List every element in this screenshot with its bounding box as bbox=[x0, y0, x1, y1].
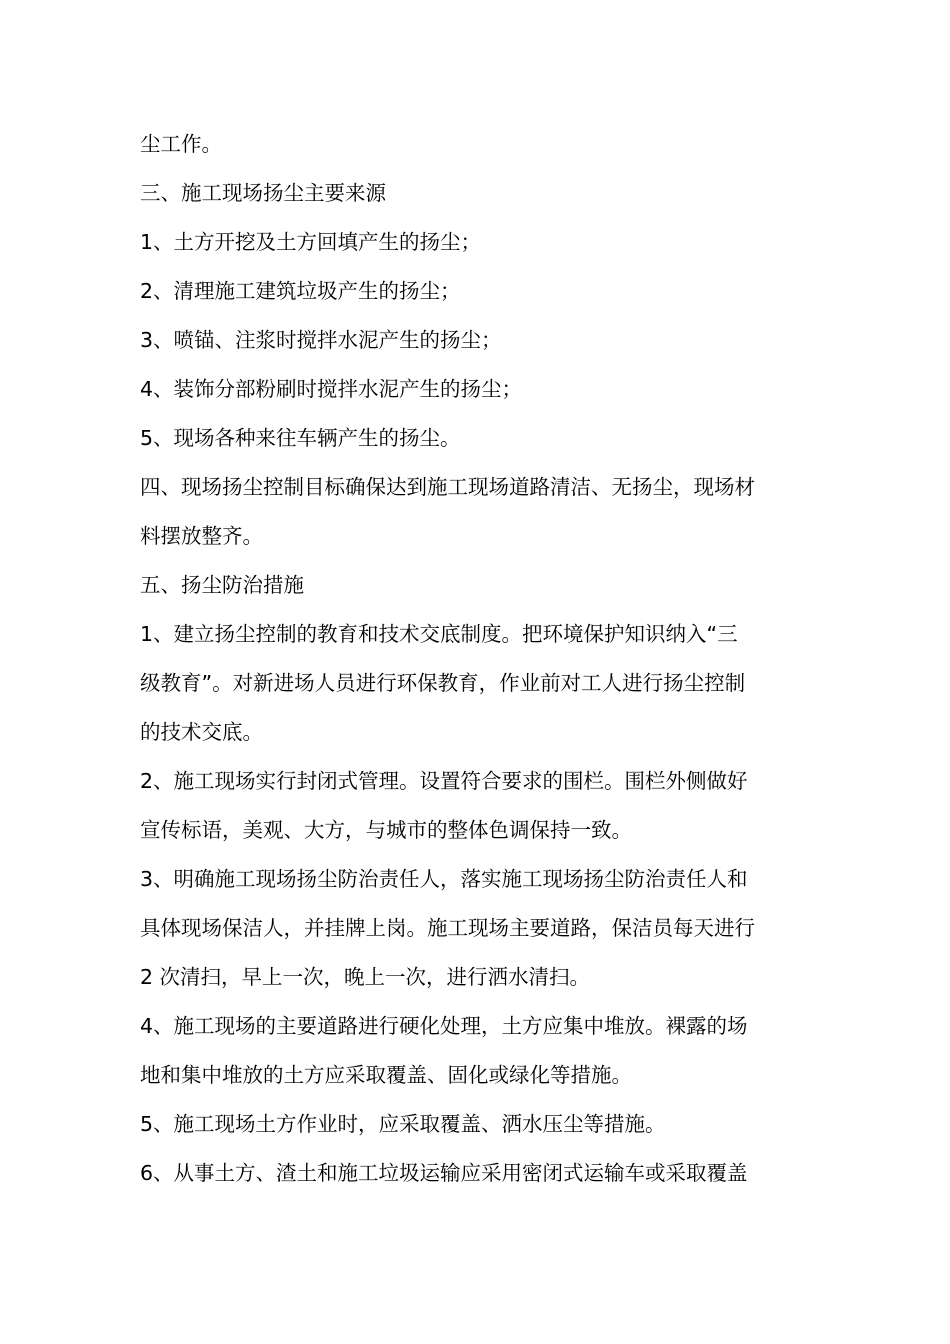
section-heading: 三、施工现场扬尘主要来源 bbox=[140, 181, 386, 205]
text-line: 具体现场保洁人，并挂牌上岗。施工现场主要道路，保洁员每天进行 bbox=[140, 916, 755, 940]
text-line: 料摆放整齐。 bbox=[140, 524, 263, 548]
text-line: 2 次清扫，早上一次，晚上一次，进行洒水清扫。 bbox=[140, 965, 591, 989]
list-item: 2、清理施工建筑垃圾产生的扬尘； bbox=[140, 279, 461, 303]
text-line: 尘工作。 bbox=[140, 132, 222, 156]
section-heading: 四、现场扬尘控制目标确保达到施工现场道路清洁、无扬尘，现场材 bbox=[140, 475, 755, 499]
list-item: 3、喷锚、注浆时搅拌水泥产生的扬尘； bbox=[140, 328, 502, 352]
list-item: 4、施工现场的主要道路进行硬化处理，土方应集中堆放。裸露的场 bbox=[140, 1014, 748, 1038]
list-item: 5、现场各种来往车辆产生的扬尘。 bbox=[140, 426, 461, 450]
list-item: 3、明确施工现场扬尘防治责任人，落实施工现场扬尘防治责任人和 bbox=[140, 867, 748, 891]
text-line: 的技术交底。 bbox=[140, 720, 263, 744]
text-line: 级教育”。对新进场人员进行环保教育，作业前对工人进行扬尘控制 bbox=[140, 671, 746, 695]
list-item: 1、土方开挖及土方回填产生的扬尘； bbox=[140, 230, 482, 254]
document-body bbox=[140, 120, 820, 1198]
list-item: 4、装饰分部粉刷时搅拌水泥产生的扬尘； bbox=[140, 377, 523, 401]
list-item: 6、从事土方、渣土和施工垃圾运输应采用密闭式运输车或采取覆盖 bbox=[140, 1161, 748, 1185]
text-line: 地和集中堆放的土方应采取覆盖、固化或绿化等措施。 bbox=[140, 1063, 632, 1087]
list-item: 2、施工现场实行封闭式管理。设置符合要求的围栏。围栏外侧做好 bbox=[140, 769, 748, 793]
section-heading: 五、扬尘防治措施 bbox=[140, 573, 304, 597]
list-item: 1、建立扬尘控制的教育和技术交底制度。把环境保护知识纳入“三 bbox=[140, 622, 738, 646]
text-line: 宣传标语，美观、大方，与城市的整体色调保持一致。 bbox=[140, 818, 632, 842]
list-item: 5、施工现场土方作业时，应采取覆盖、洒水压尘等措施。 bbox=[140, 1112, 666, 1136]
